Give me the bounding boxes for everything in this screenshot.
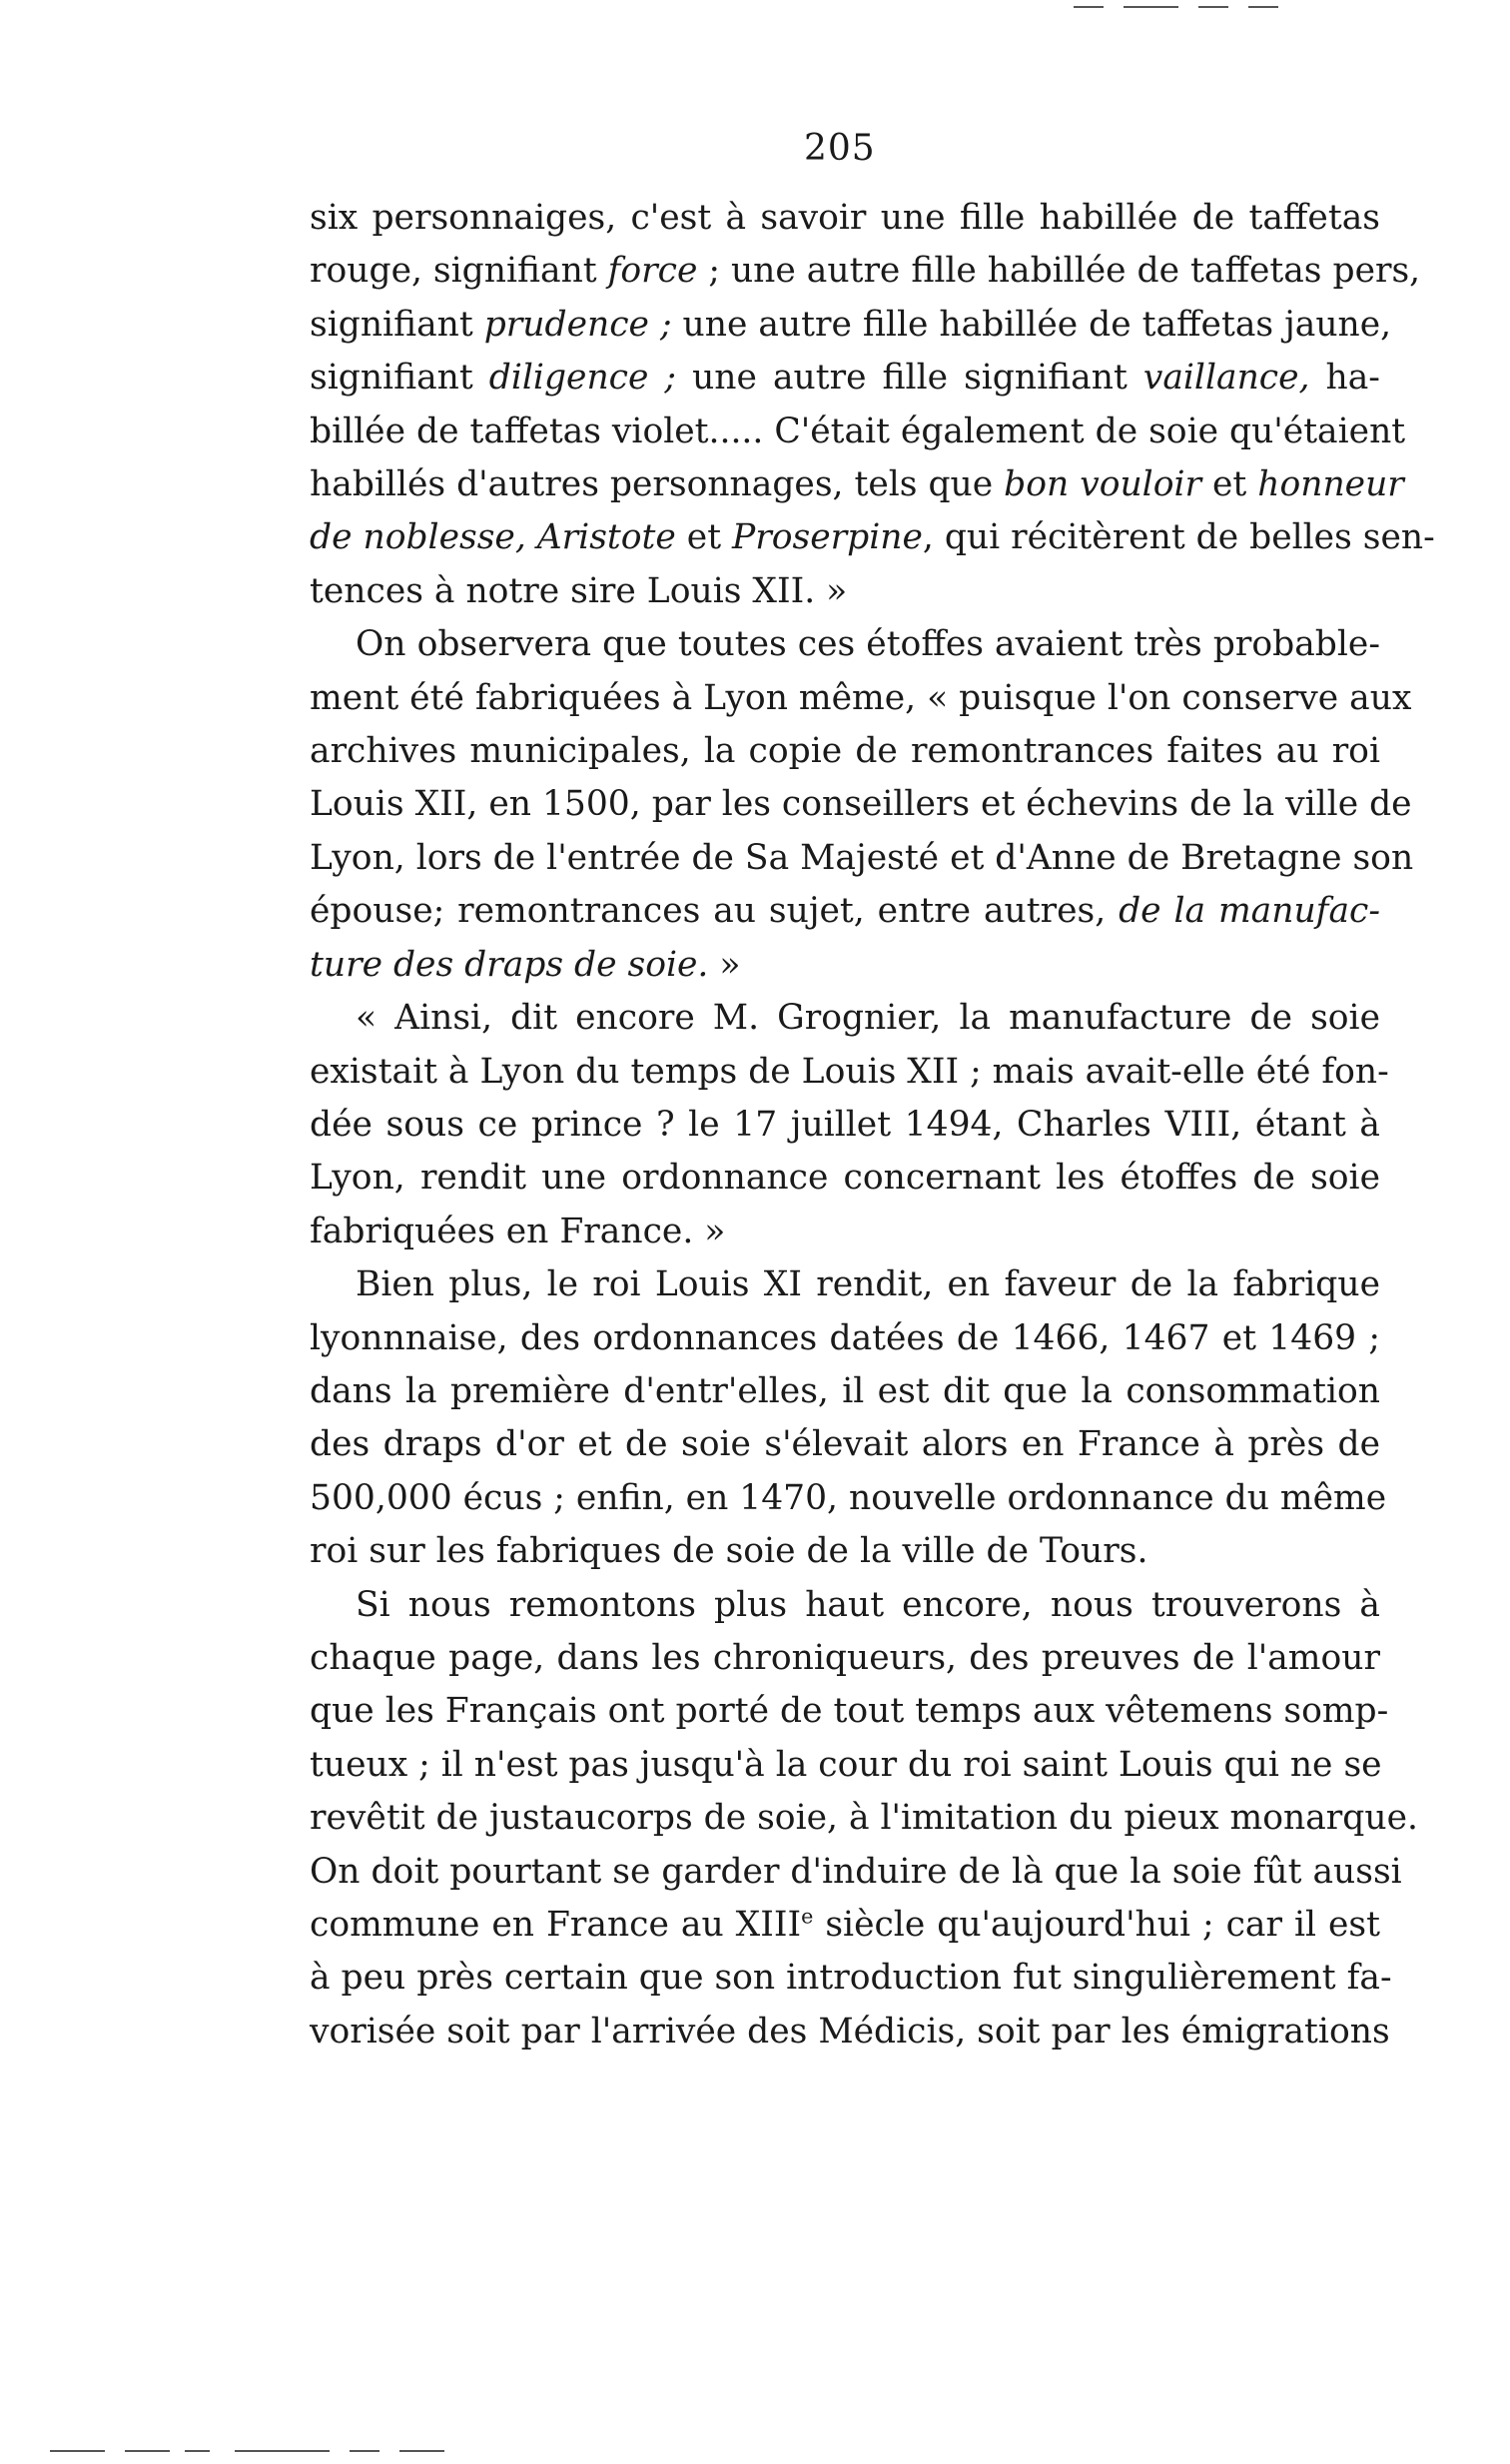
text-line: à peu près certain que son introduction fut singulièrement fa- — [310, 1958, 1392, 1999]
text-line: ment été fabriquées à Lyon même, « puisque l'on conserve aux — [310, 677, 1412, 718]
scan-mark — [1248, 6, 1278, 8]
text-line: six personnaiges, c'est à savoir une fille habillée de taffetas — [310, 198, 1380, 238]
text-line: On doit pourtant se garder d'induire de là que la soie fût aussi — [310, 1851, 1402, 1892]
text-line: rouge, signifiant force ; une autre fille habillée de taffetas pers, — [310, 251, 1421, 292]
text-line: existait à Lyon du temps de Louis XII ; mais avait-elle été fon- — [310, 1051, 1389, 1092]
text-line: billée de taffetas violet..... C'était également de soie qu'étaient — [310, 411, 1406, 451]
text-line: tueux ; il n'est pas jusqu'à la cour du roi saint Louis qui ne se — [310, 1744, 1382, 1785]
text-line: Lyon, lors de l'entrée de Sa Majesté et d'Anne de Bretagne son — [310, 837, 1414, 878]
scan-mark — [1198, 6, 1228, 8]
scan-mark — [1074, 6, 1104, 8]
scan-mark — [350, 2450, 379, 2452]
text-line: dans la première d'entr'elles, il est dit que la consommation — [310, 1370, 1380, 1411]
page-number: 205 — [804, 128, 876, 169]
text-line: roi sur les fabriques de soie de la ville de Tours. — [310, 1531, 1148, 1572]
text-line: de noblesse, Aristote et Proserpine, qui récitèrent de belles sen- — [310, 517, 1435, 558]
text-line: fabriquées en France. » — [310, 1211, 726, 1251]
text-line: archives municipales, la copie de remontrances faites au roi — [310, 731, 1380, 772]
text-line: des draps d'or et de soie s'élevait alors en France à près de — [310, 1424, 1380, 1465]
scan-mark — [50, 2450, 105, 2452]
text-line: que les Français ont porté de tout temps aux vêtemens somp- — [310, 1691, 1389, 1732]
text-line: 500,000 écus ; enfin, en 1470, nouvelle ordonnance du même — [310, 1477, 1387, 1518]
text-line: commune en France au XIIIe siècle qu'aujourd'hui ; car il est — [310, 1904, 1380, 1945]
scan-mark — [185, 2450, 210, 2452]
text-line: revêtit de justaucorps de soie, à l'imitation du pieux monarque. — [310, 1798, 1418, 1839]
body-text — [310, 192, 1435, 2058]
text-line: Si nous remontons plus haut encore, nous trouverons à — [356, 1584, 1380, 1625]
text-line: On observera que toutes ces étoffes avaient très probable- — [356, 624, 1380, 665]
text-line: Louis XII, en 1500, par les conseillers et échevins de la ville de — [310, 784, 1412, 825]
text-line: « Ainsi, dit encore M. Grognier, la manufacture de soie — [356, 998, 1380, 1039]
text-line: Lyon, rendit une ordonnance concernant les étoffes de soie — [310, 1158, 1380, 1199]
text-line: tences à notre sire Louis XII. » — [310, 570, 848, 611]
text-line: dée sous ce prince ? le 17 juillet 1494, Charles VIII, étant à — [310, 1104, 1380, 1145]
text-line: Bien plus, le roi Louis XI rendit, en faveur de la fabrique — [356, 1264, 1380, 1305]
scan-mark — [1124, 6, 1178, 8]
text-line: signifiant diligence ; une autre fille signifiant vaillance, ha- — [310, 358, 1380, 399]
text-line: lyonnnaise, des ordonnances datées de 1466, 1467 et 1469 ; — [310, 1317, 1380, 1358]
scan-mark — [399, 2450, 444, 2452]
text-line: ture des draps de soie. » — [310, 944, 741, 985]
scan-mark — [125, 2450, 170, 2452]
text-line: chaque page, dans les chroniqueurs, des preuves de l'amour — [310, 1637, 1380, 1678]
text-line: épouse; remontrances au sujet, entre autres, de la manufac- — [310, 891, 1380, 932]
text-line: vorisée soit par l'arrivée des Médicis, soit par les émigrations — [310, 2011, 1390, 2052]
text-line: signifiant prudence ; une autre fille habillée de taffetas jaune, — [310, 304, 1392, 345]
text-line: habillés d'autres personnages, tels que bon vouloir et honneur — [310, 464, 1404, 505]
scan-mark — [235, 2450, 330, 2452]
